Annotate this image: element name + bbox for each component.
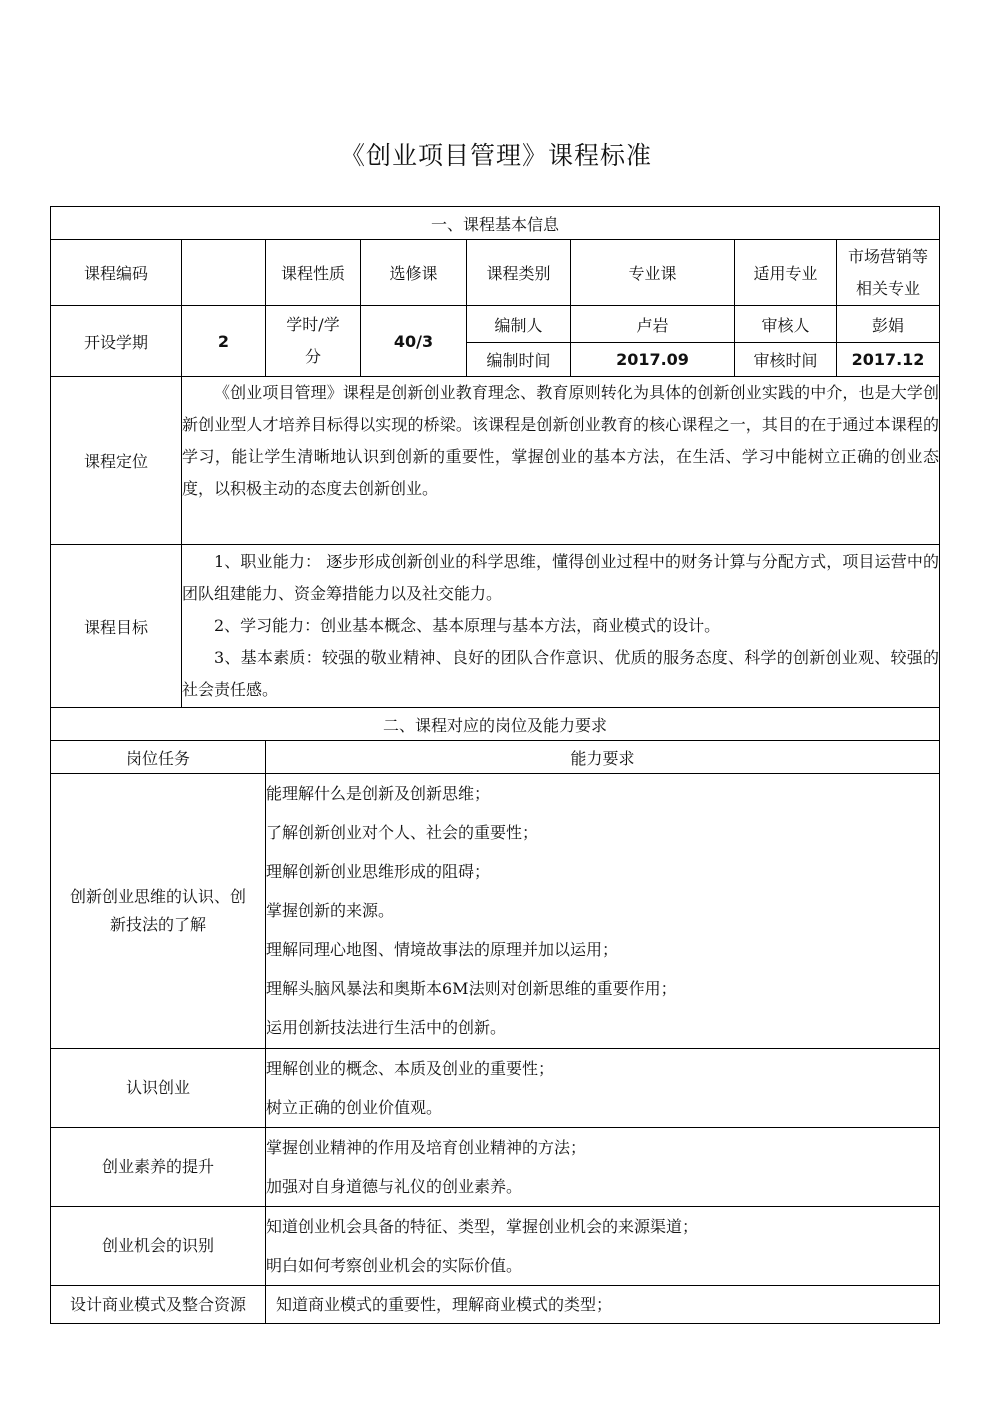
course-positioning-label: 课程定位 — [51, 377, 182, 545]
ability-cell — [266, 1286, 940, 1324]
ability-item: 加强对自身道德与礼仪的创业素养。 — [266, 1177, 523, 1196]
task-cell: 认识创业 — [51, 1049, 266, 1128]
ability-item: 理解同理心地图、情境故事法的原理并加以运用； — [266, 940, 619, 959]
reviewer-value: 彭娟 — [837, 306, 940, 343]
ability-item: 掌握创业精神的作用及培育创业精神的方法； — [266, 1138, 587, 1157]
hours-credits-line2: 分 — [304, 347, 321, 366]
task-cell: 创业素养的提升 — [51, 1128, 266, 1207]
hours-credits-line1: 学时/学 — [286, 315, 340, 334]
ability-cell — [266, 1207, 940, 1286]
course-category-value: 专业课 — [571, 240, 735, 306]
review-date-label: 审核时间 — [735, 343, 837, 377]
ability-item: 能理解什么是创新及创新思维； — [266, 784, 491, 803]
course-standard-table — [50, 206, 940, 1324]
ability-cell — [266, 1128, 940, 1207]
column-header-ability: 能力要求 — [266, 741, 940, 774]
goal-item: 3、基本素质：较强的敬业精神、良好的团队合作意识、优质的服务态度、科学的创新创业观、较强的社会责任感。 — [182, 648, 940, 699]
ability-item: 知道商业模式的重要性，理解商业模式的类型； — [276, 1294, 613, 1314]
course-positioning-paragraph: 《创业项目管理》课程是创新创业教育理念、教育原则转化为具体的创新创业实践的中介，也是大学创新创业型人才培养目标得以实现的桥梁。该课程是创新创业教育的核心课程之一，其目的在于通过本课程的学习，能让学生清晰地认识到创新的重要性，掌握创业的基本方法，在生活、学习中能树立正确的创业态度，以积极主动的态度去创新创业。 — [182, 383, 940, 498]
ability-item: 知道创业机会具备的特征、类型，掌握创业机会的来源渠道； — [266, 1217, 699, 1236]
ability-item: 明白如何考察创业机会的实际价值。 — [266, 1256, 523, 1275]
document-title: 《创业项目管理》课程标准 — [339, 141, 652, 170]
ability-cell — [266, 1049, 940, 1128]
column-header-task: 岗位任务 — [51, 741, 266, 774]
applicable-major-value — [837, 240, 940, 306]
section2-heading: 二、课程对应的岗位及能力要求 — [51, 708, 940, 741]
ability-cell — [266, 774, 940, 1049]
task-cell: 设计商业模式及整合资源 — [51, 1286, 266, 1324]
task-line: 创新创业思维的认识、创 — [69, 887, 246, 906]
goal-item: 2、学习能力：创业基本概念、基本原理与基本方法，商业模式的设计。 — [214, 616, 721, 635]
course-positioning-text — [182, 377, 940, 545]
course-code-value — [182, 240, 266, 306]
author-label: 编制人 — [467, 306, 571, 343]
course-goals-label: 课程目标 — [51, 545, 182, 708]
applicable-major-label: 适用专业 — [735, 240, 837, 306]
hours-credits-value: 40/3 — [361, 306, 467, 377]
semester-label: 开设学期 — [51, 306, 182, 377]
compile-date-value: 2017.09 — [571, 343, 735, 377]
ability-item: 理解头脑风暴法和奥斯本6M法则对创新思维的重要作用； — [266, 979, 677, 998]
ability-item: 运用创新技法进行生活中的创新。 — [266, 1018, 507, 1037]
goal-item: 1、职业能力： 逐步形成创新创业的科学思维，懂得创业过程中的财务计算与分配方式，项目运营中的团队组建能力、资金筹措能力以及社交能力。 — [182, 552, 940, 603]
task-line: 新技法的了解 — [109, 915, 206, 934]
hours-credits-label — [266, 306, 361, 377]
course-code-label: 课程编码 — [51, 240, 182, 306]
course-nature-label: 课程性质 — [266, 240, 361, 306]
compile-date-label: 编制时间 — [467, 343, 571, 377]
semester-value: 2 — [182, 306, 266, 377]
applicable-major-line1: 市场营销等 — [848, 246, 929, 266]
course-nature-value: 选修课 — [361, 240, 467, 306]
section1-heading: 一、课程基本信息 — [51, 207, 940, 240]
review-date-value: 2017.12 — [837, 343, 940, 377]
ability-item: 掌握创新的来源。 — [266, 901, 395, 920]
course-category-label: 课程类别 — [467, 240, 571, 306]
ability-item: 树立正确的创业价值观。 — [266, 1098, 443, 1117]
reviewer-label: 审核人 — [735, 306, 837, 343]
course-goals-text — [182, 545, 940, 708]
ability-item: 理解创新创业思维形成的阻碍； — [266, 862, 491, 881]
task-cell — [51, 774, 266, 1049]
task-cell: 创业机会的识别 — [51, 1207, 266, 1286]
ability-item: 理解创业的概念、本质及创业的重要性； — [266, 1059, 555, 1078]
ability-item: 了解创新创业对个人、社会的重要性； — [266, 823, 539, 842]
author-value: 卢岩 — [571, 306, 735, 343]
applicable-major-line2: 相关专业 — [856, 278, 921, 298]
